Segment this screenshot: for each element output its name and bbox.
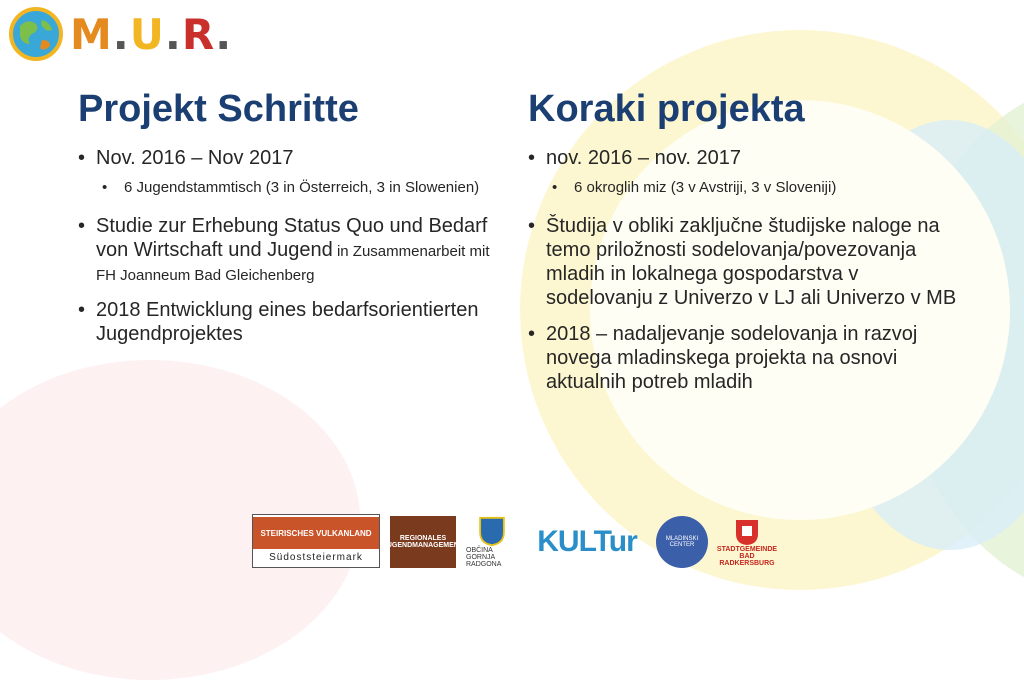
- list-item: • Študija v obliki zaključne študijske naloge na temo priložnosti sodelovanja/povezovanja mladih in lokalnega gospodarstva v sodelovanju z Univerzo v LJ ali Univerzo v MB: [528, 214, 958, 310]
- kultur-logo: KULTur: [537, 525, 637, 558]
- bad-radkersburg-text: STADTGEMEINDE BAD RADKERSBURG: [716, 545, 778, 567]
- list-item-small-text: in Zusammenarbeit mit FH Joanneum Bad Gleichenberg: [96, 243, 490, 284]
- list-item: • Nov. 2016 – Nov 2017: [78, 146, 498, 170]
- sponsor-logos: [252, 512, 776, 568]
- right-column: [528, 86, 958, 406]
- mladinski-center-logo: MLADINSKI CENTER: [656, 516, 708, 568]
- list-item: • nov. 2016 – nov. 2017: [528, 146, 958, 170]
- vulkanland-bottom-text: Südoststeiermark: [269, 549, 363, 565]
- crest-icon: [477, 516, 507, 547]
- globe-icon: [8, 6, 64, 62]
- gornja-radgona-text: OBČINA GORNJA RADGONA: [466, 547, 502, 568]
- list-item: • 2018 – nadaljevanje sodelovanja in razvoj novega mladinskega projekta na osnovi aktualnih potreb mladih: [528, 322, 958, 394]
- left-column: [78, 86, 498, 358]
- list-item: • 2018 Entwicklung eines bedarfsorientierten Jugendprojektes: [78, 298, 498, 346]
- gornja-radgona-logo: [466, 516, 518, 568]
- left-list: [78, 146, 498, 346]
- list-item-text: Studie zur Erhebung Status Quo und Bedarf von Wirtschaft und Jugend: [96, 215, 488, 261]
- sub-list-item: • 6 Jugendstammtisch (3 in Österreich, 3 in Slowenien): [78, 178, 498, 198]
- sub-list-item: • 6 okroglih miz (3 v Avstriji, 3 v Sloveniji): [528, 178, 958, 198]
- right-title: Koraki projekta: [528, 88, 805, 130]
- logo-text: M.U.R.: [70, 9, 233, 59]
- mur-logo: [8, 6, 232, 62]
- vulkanland-top-text: STEIRISCHES VULKANLAND: [253, 517, 379, 549]
- city-crest-icon: [734, 518, 760, 546]
- right-list: [528, 146, 958, 394]
- bad-radkersburg-logo: [718, 516, 776, 568]
- vulkanland-logo: [252, 514, 380, 568]
- left-title: Projekt Schritte: [78, 88, 359, 130]
- jugendmanagement-logo: REGIONALES JUGENDMANAGEMENT: [390, 516, 456, 568]
- list-item: [78, 214, 498, 286]
